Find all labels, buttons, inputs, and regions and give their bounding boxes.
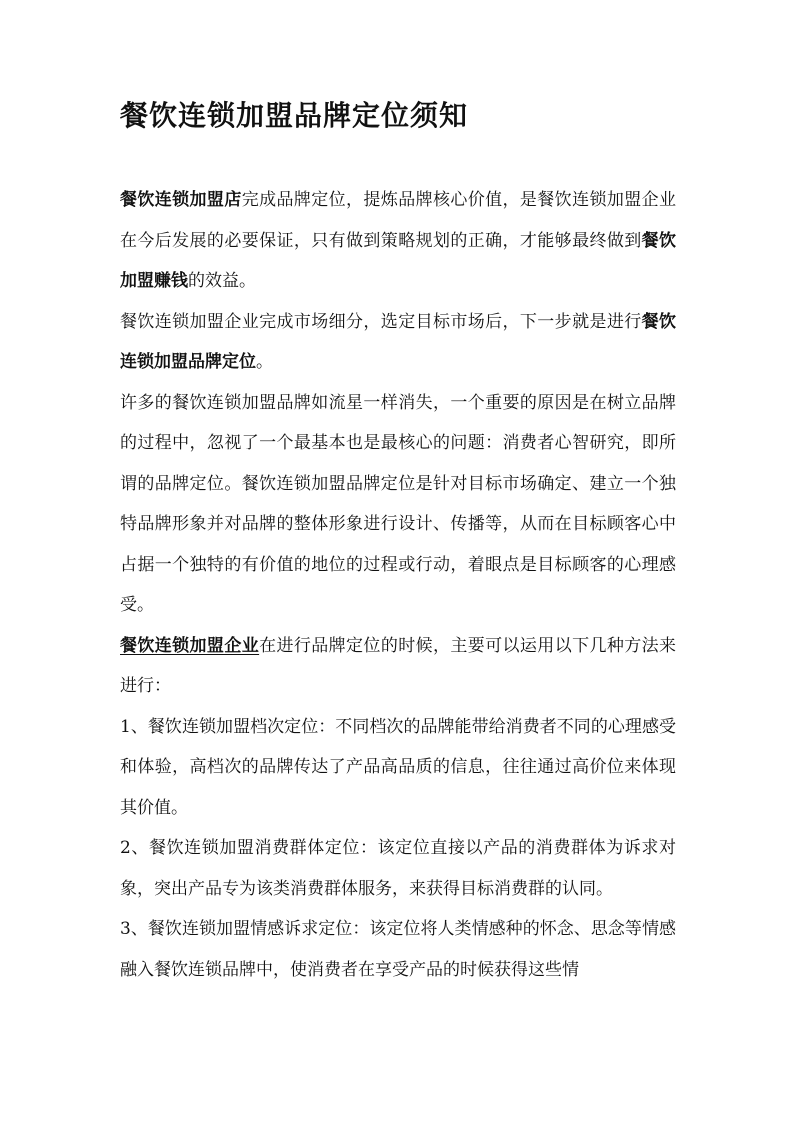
list-item-grade-positioning: 1、餐饮连锁加盟档次定位：不同档次的品牌能带给消费者不同的心理感受和体验，高档次的品牌传达了产品高品质的信息，往往通过高价位来体现其价值。 <box>120 716 676 818</box>
document-title: 餐饮连锁加盟品牌定位须知 <box>120 99 469 132</box>
paragraph-importance: 许多的餐饮连锁加盟品牌如流星一样消失，一个重要的原因是在树立品牌的过程中，忽视了一个最基本也是最核心的问题：消费者心智研究，即所谓的品牌定位。餐饮连锁加盟品牌定位是针对目标市场确定、建立一个独特品牌形象并对品牌的整体形象进行设计、传播等，从而在目标顾客心中占据一个独特的有价值的地位的过程或行动，着眼点是目标顾客的心理感受。 <box>120 392 676 615</box>
paragraph-intro <box>120 180 676 302</box>
paragraph-segmentation <box>120 302 676 383</box>
keyword-profit: 餐饮加盟赚钱 <box>120 230 677 291</box>
list-item-consumer-group-positioning: 2、餐饮连锁加盟消费群体定位：该定位直接以产品的消费群体为诉求对象，突出产品专为该类消费群体服务，来获得目标消费群的认同。 <box>120 838 676 899</box>
paragraph-intro-end: 的效益。 <box>188 271 256 291</box>
paragraph-segmentation-end: 。 <box>256 352 273 372</box>
paragraph-intro-text: 完成品牌定位，提炼品牌核心价值，是餐饮连锁加盟企业在今后发展的必要保证，只有做到策略规划的正确，才能够最终做到 <box>120 190 677 251</box>
paragraph-segmentation-text: 餐饮连锁加盟企业完成市场细分，选定目标市场后，下一步就是进行 <box>120 311 642 332</box>
keyword-chain-store: 餐饮连锁加盟店 <box>120 190 242 210</box>
document-body <box>120 180 676 990</box>
keyword-brand-positioning: 餐饮连锁加盟品牌定位 <box>120 311 677 372</box>
list-item-emotional-positioning: 3、餐饮连锁加盟情感诉求定位：该定位将人类情感种的怀念、思念等情感融入餐饮连锁品牌中，使消费者在享受产品的时候获得这些情 <box>120 919 676 980</box>
paragraph-methods-intro-text: 在进行品牌定位的时候，主要可以运用以下几种方法来进行： <box>120 635 677 696</box>
paragraph-methods-intro <box>120 626 676 707</box>
keyword-enterprise: 餐饮连锁加盟企业 <box>120 635 260 656</box>
